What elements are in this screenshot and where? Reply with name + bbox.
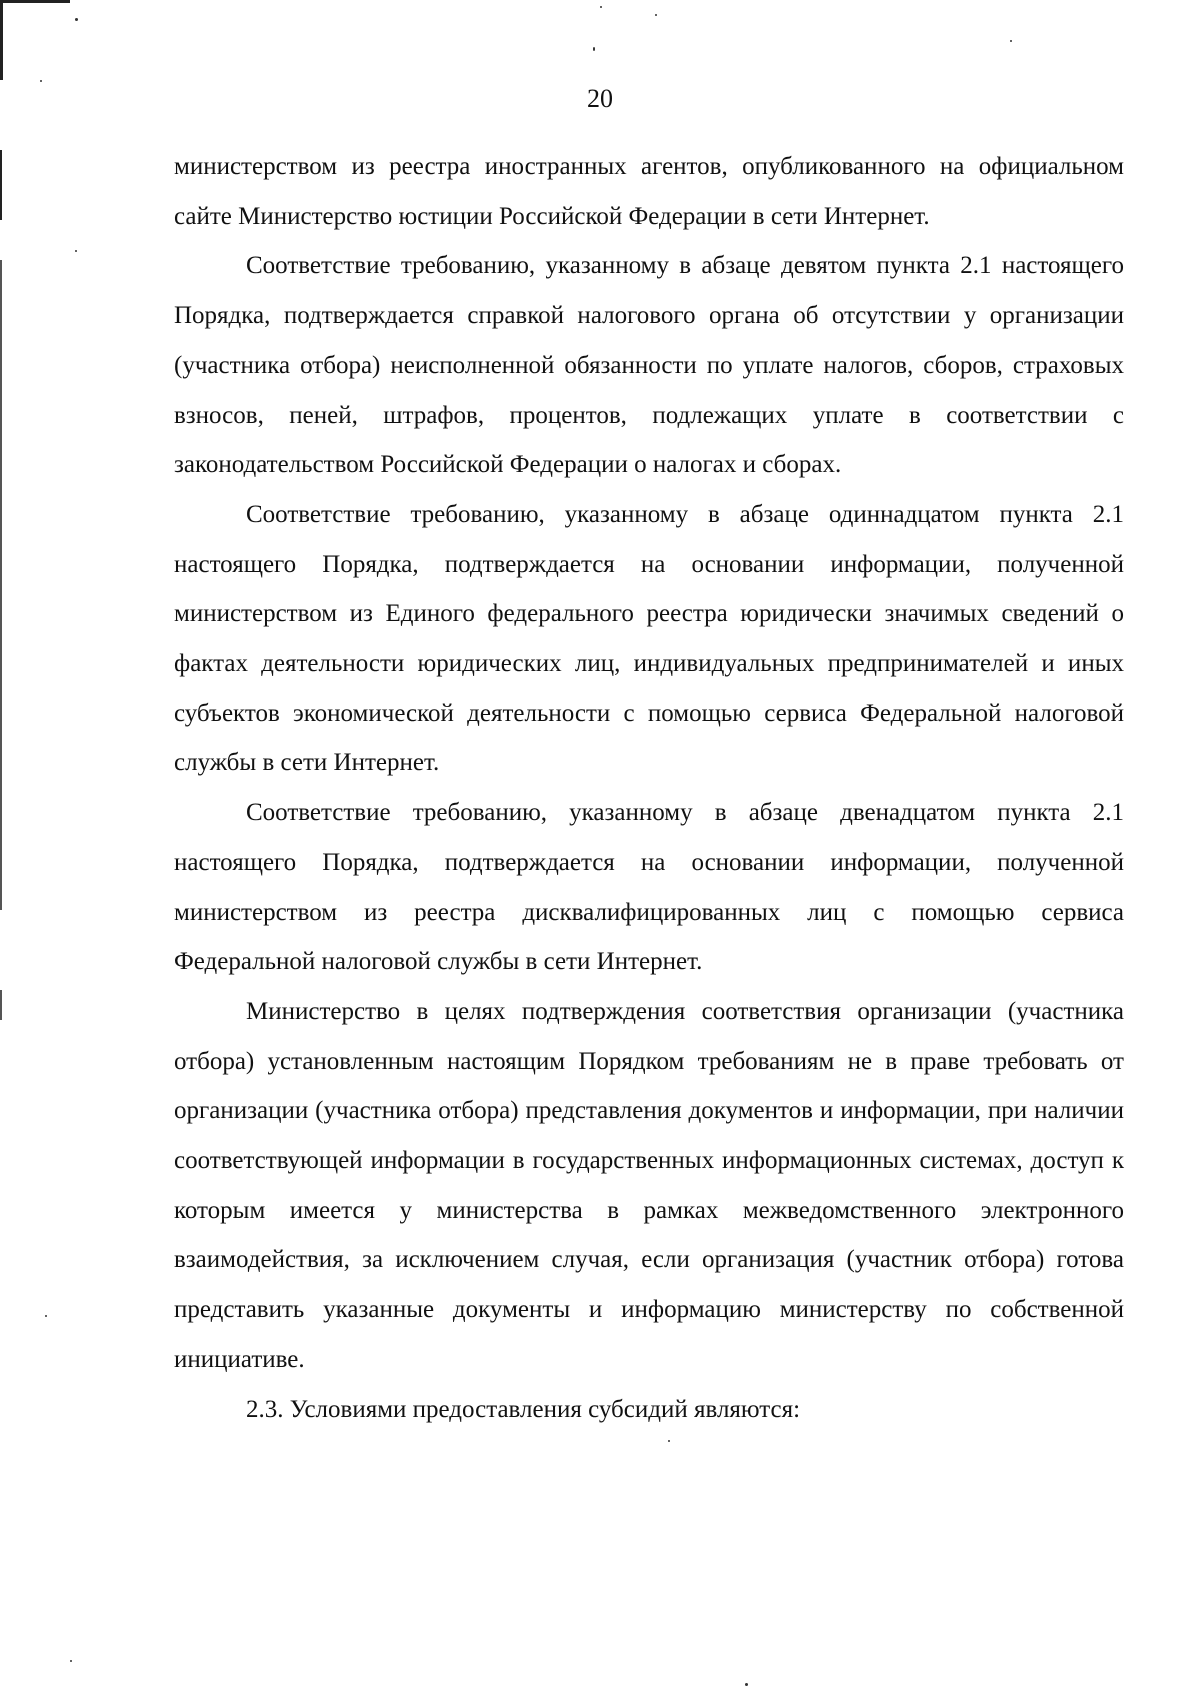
scan-edge-mark-top xyxy=(0,0,70,3)
scan-speck xyxy=(1010,40,1012,42)
paragraph: Соответствие требованию, указанному в абзаце девятом пункта 2.1 настоящего Порядка, подтверждается справкой налогового органа об отсутствии у организации (участника отбора) неисполненной обязанности по уплате налогов, сборов, страховых взносов, пеней, штрафов, процентов, подлежащих уплате в соответствии с законодательством Российской Федерации о налогах и сборах. xyxy=(174,252,1124,479)
scan-speck xyxy=(745,1683,748,1686)
scan-speck xyxy=(655,14,657,16)
scan-speck xyxy=(40,80,42,82)
scan-speck xyxy=(75,250,77,252)
scan-edge-mark-left-1 xyxy=(0,0,3,80)
paragraph: Министерство в целях подтверждения соответствия организации (участника отбора) установленным настоящим Порядком требованиям не в праве требовать от организации (участника отбора) представления документов и информации, при наличии соответствующей информации в государственных информационных системах, доступ к которым имеется у министерства в рамках межведомственного электронного взаимодействия, за исключением случая, если организация (участник отбора) готова представить указанные документы и информацию министерству по собственной инициативе. xyxy=(174,997,1124,1373)
scan-edge-mark-left-2 xyxy=(0,150,2,220)
scan-edge-mark-left-3 xyxy=(0,260,2,910)
scan-edge-mark-left-4 xyxy=(0,990,2,1020)
scan-speck xyxy=(70,1660,72,1662)
paragraph: Соответствие требованию, указанному в абзаце двенадцатом пункта 2.1 настоящего Порядка, подтверждается на основании информации, полученной министерством из реестра дисквалифицированных лиц с помощью сервиса Федеральной налоговой службы в сети Интернет. xyxy=(174,799,1124,976)
paragraph: Соответствие требованию, указанному в абзаце одиннадцатом пункта 2.1 настоящего Порядка, подтверждается на основании информации, полученной министерством из Единого федерального реестра юридически значимых сведений о фактах деятельности юридических лиц, индивидуальных предпринимателей и иных субъектов экономической деятельности с помощью сервиса Федеральной налоговой службы в сети Интернет. xyxy=(174,500,1124,777)
document-body xyxy=(174,142,1124,1434)
section-heading: 2.3. Условиями предоставления субсидий являются: xyxy=(246,1395,801,1423)
scan-speck xyxy=(45,1315,47,1317)
page-number: 20 xyxy=(587,84,613,113)
scan-speck xyxy=(600,6,602,8)
paragraph: министерством из реестра иностранных агентов, опубликованного на официальном сайте Министерство юстиции Российской Федерации в сети Интернет. xyxy=(174,153,1124,230)
scan-speck xyxy=(668,1440,670,1442)
scan-speck xyxy=(75,18,78,21)
scan-speck xyxy=(593,47,595,51)
